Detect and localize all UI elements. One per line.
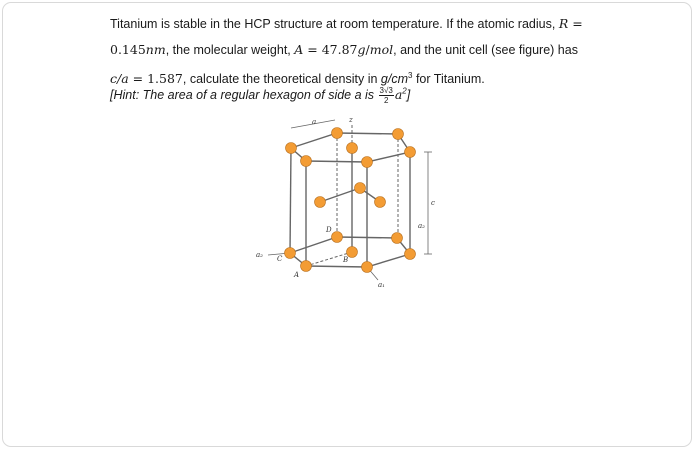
- line3-end: for Titanium.: [412, 72, 485, 87]
- label-c: c: [431, 199, 435, 207]
- label-D: D: [326, 226, 332, 234]
- atom: [392, 233, 403, 244]
- r-symbol: R: [558, 16, 569, 31]
- unit-mol: mol: [369, 42, 394, 57]
- label-C: C: [277, 255, 283, 263]
- label-a2-right: a₂: [418, 222, 425, 230]
- hint-text: [110, 86, 410, 105]
- figure-labels: [256, 116, 435, 289]
- vertical-edge: [290, 148, 291, 253]
- line2-end: , and the unit cell (see figure) has: [393, 43, 578, 57]
- atom: [315, 197, 326, 208]
- ca-ratio: c/a: [110, 71, 129, 87]
- atom: [362, 157, 373, 168]
- atom: [285, 248, 296, 259]
- line3-mid: , calculate the theoretical density in: [182, 72, 381, 87]
- problem-line-1: [110, 11, 590, 37]
- label-z: z: [349, 116, 353, 124]
- atom: [405, 147, 416, 158]
- atom: [405, 249, 416, 260]
- label-a1: a₁: [378, 281, 385, 289]
- unit-slash: /: [365, 42, 370, 57]
- atom: [355, 183, 366, 194]
- a-symbol: A: [294, 42, 304, 57]
- hint-prefix: [Hint: The area of a regular hexagon of side a is: [110, 87, 378, 102]
- density-unit: g/cm: [380, 72, 409, 87]
- label-a2-left: a₂: [256, 251, 263, 259]
- label-B: B: [343, 256, 349, 264]
- fraction-denominator: 2: [383, 96, 389, 105]
- ca-value: = 1.587: [128, 71, 183, 87]
- unit-g: g: [357, 42, 366, 57]
- weight-value: = 47.87: [303, 42, 358, 57]
- atom: [286, 143, 297, 154]
- hint-suffix: ]: [406, 87, 411, 102]
- mid-plane: [320, 188, 380, 202]
- fraction-numerator: 3√3: [379, 86, 393, 95]
- problem-line-2: [110, 37, 590, 63]
- hint-fraction: [379, 86, 394, 105]
- atom: [301, 156, 312, 167]
- atom: [393, 129, 404, 140]
- hint-square: 2: [402, 86, 407, 96]
- radius-unit: nm: [145, 42, 166, 57]
- atom: [301, 261, 312, 272]
- problem-text: [110, 11, 590, 92]
- hint-a: a: [394, 86, 403, 102]
- atom: [347, 143, 358, 154]
- label-A: A: [294, 271, 300, 279]
- line2-mid: , the molecular weight,: [165, 43, 295, 57]
- radius-value: 0.145: [110, 42, 146, 57]
- atom: [362, 262, 373, 273]
- atom: [375, 197, 386, 208]
- line1-text: Titanium is stable in the HCP structure at room temperature. If the atomic radius,: [110, 17, 559, 31]
- label-a: a: [312, 118, 317, 126]
- atom: [332, 128, 343, 139]
- atoms: [285, 128, 416, 273]
- cube-exponent: 3: [408, 71, 413, 80]
- atom: [332, 232, 343, 243]
- hcp-unit-cell-figure: [240, 110, 440, 290]
- equals-1: =: [568, 16, 583, 31]
